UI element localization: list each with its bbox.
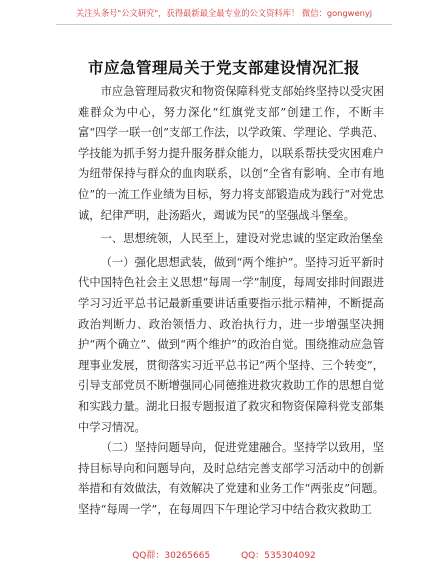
- footer-qq: QQ：535304092: [241, 551, 316, 561]
- header-divider: [56, 24, 392, 25]
- header-promo-text: 关注头条号"公文研究"，获得最新最全最专业的公文资料库！ 微信：gongwenyj: [75, 8, 373, 18]
- section-heading: 一、思想统领，人民至上，建设对党忠诚的坚定政治堡垒: [100, 232, 384, 246]
- document-body: [78, 82, 384, 520]
- intro-paragraph: 市应急管理局救灾和物资保障科党支部始终坚持以受灾困难群众为中心，努力深化“红旗党支部”创建工作，不断丰富“四学一联一创”支部工作法，以学政策、学理论、学典范、学技能为抓手努力提升服务群众能力，以联系帮扶受灾困难户为纽带保持与群众的血肉联系，以创“全省有影响、全市有地位”的一流工作业绩为目标，努力将支部锻造成为践行“对党忠诚，纪律严明，赴汤蹈火，竭诚为民”的坚强战斗堡垒。: [78, 85, 384, 222]
- footer-qq-group: QQ群：30265665: [132, 551, 211, 561]
- footer-contact: [0, 548, 448, 561]
- subsection-paragraph-2: （二）坚持问题导向，促进党建融合。坚持学以致用，坚持目标导向和问题导向，及时总结完善支部学习活动中的创新举措和有效做法，有效解决了党建和业务工作“两张皮”问题。坚持“每周一学”，在每周四下午理论学习中结合救灾救助工: [78, 441, 384, 516]
- subsection-paragraph-1: （一）强化思想武装，做到“两个维护”。坚持习近平新时代中国特色社会主义思想“每周一学”制度，每周安排时间跟进学习习近平总书记最新重要讲话重要指示批示精神，不断提高政治判断力、政治领悟力、政治执行力，进一步增强坚决拥护“两个确立”、做到“两个维护”的政治自觉。围绕推动应急管理事业发展，贯彻落实习近平总书记“两个坚持、三个转变”，引导支部党员不断增强同心同德推进救灾救助工作的思想自觉和实践力量。湖北日报专题报道了救灾和物资保障科党支部集中学习情况。: [78, 255, 384, 434]
- document-title: 市应急管理局关于党支部建设情况汇报: [87, 59, 360, 77]
